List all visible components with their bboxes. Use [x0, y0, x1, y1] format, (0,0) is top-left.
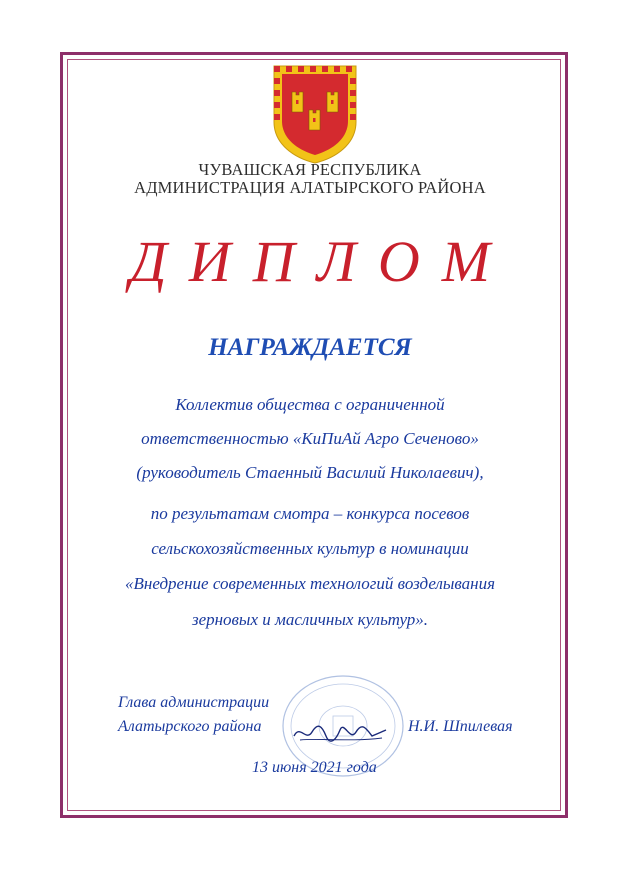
diploma-title: ДИПЛОМ — [129, 229, 513, 294]
body-line: (руководитель Стаенный Василий Николаевич), — [136, 463, 484, 482]
body-line: зерновых и масличных культур». — [191, 610, 429, 629]
body-line: ответственностью «КиПиАй Агро Сеченово» — [141, 429, 479, 448]
signatory-position-line1: Глава администрации — [118, 694, 270, 711]
signatory-position-line2: Алатырского района — [118, 718, 262, 735]
body-line: сельскохозяйственных культур в номинации — [151, 539, 469, 558]
body-line: Коллектив общества с ограниченной — [175, 395, 445, 414]
header-administration: АДМИНИСТРАЦИЯ АЛАТЫРСКОГО РАЙОНА — [134, 178, 486, 197]
body-line: «Внедрение современных технологий возделывания — [125, 574, 495, 593]
body-line: по результатам смотра – конкурса посевов — [150, 504, 470, 523]
issue-date: 13 июня 2021 года — [252, 759, 377, 776]
awarded-heading: НАГРАЖДАЕТСЯ — [208, 334, 412, 361]
signatory-name: Н.И. Шпилевая — [408, 718, 513, 735]
handwritten-signature — [290, 718, 390, 748]
coat-of-arms-emblem — [272, 64, 358, 164]
header-republic: ЧУВАШСКАЯ РЕСПУБЛИКА — [198, 160, 422, 179]
